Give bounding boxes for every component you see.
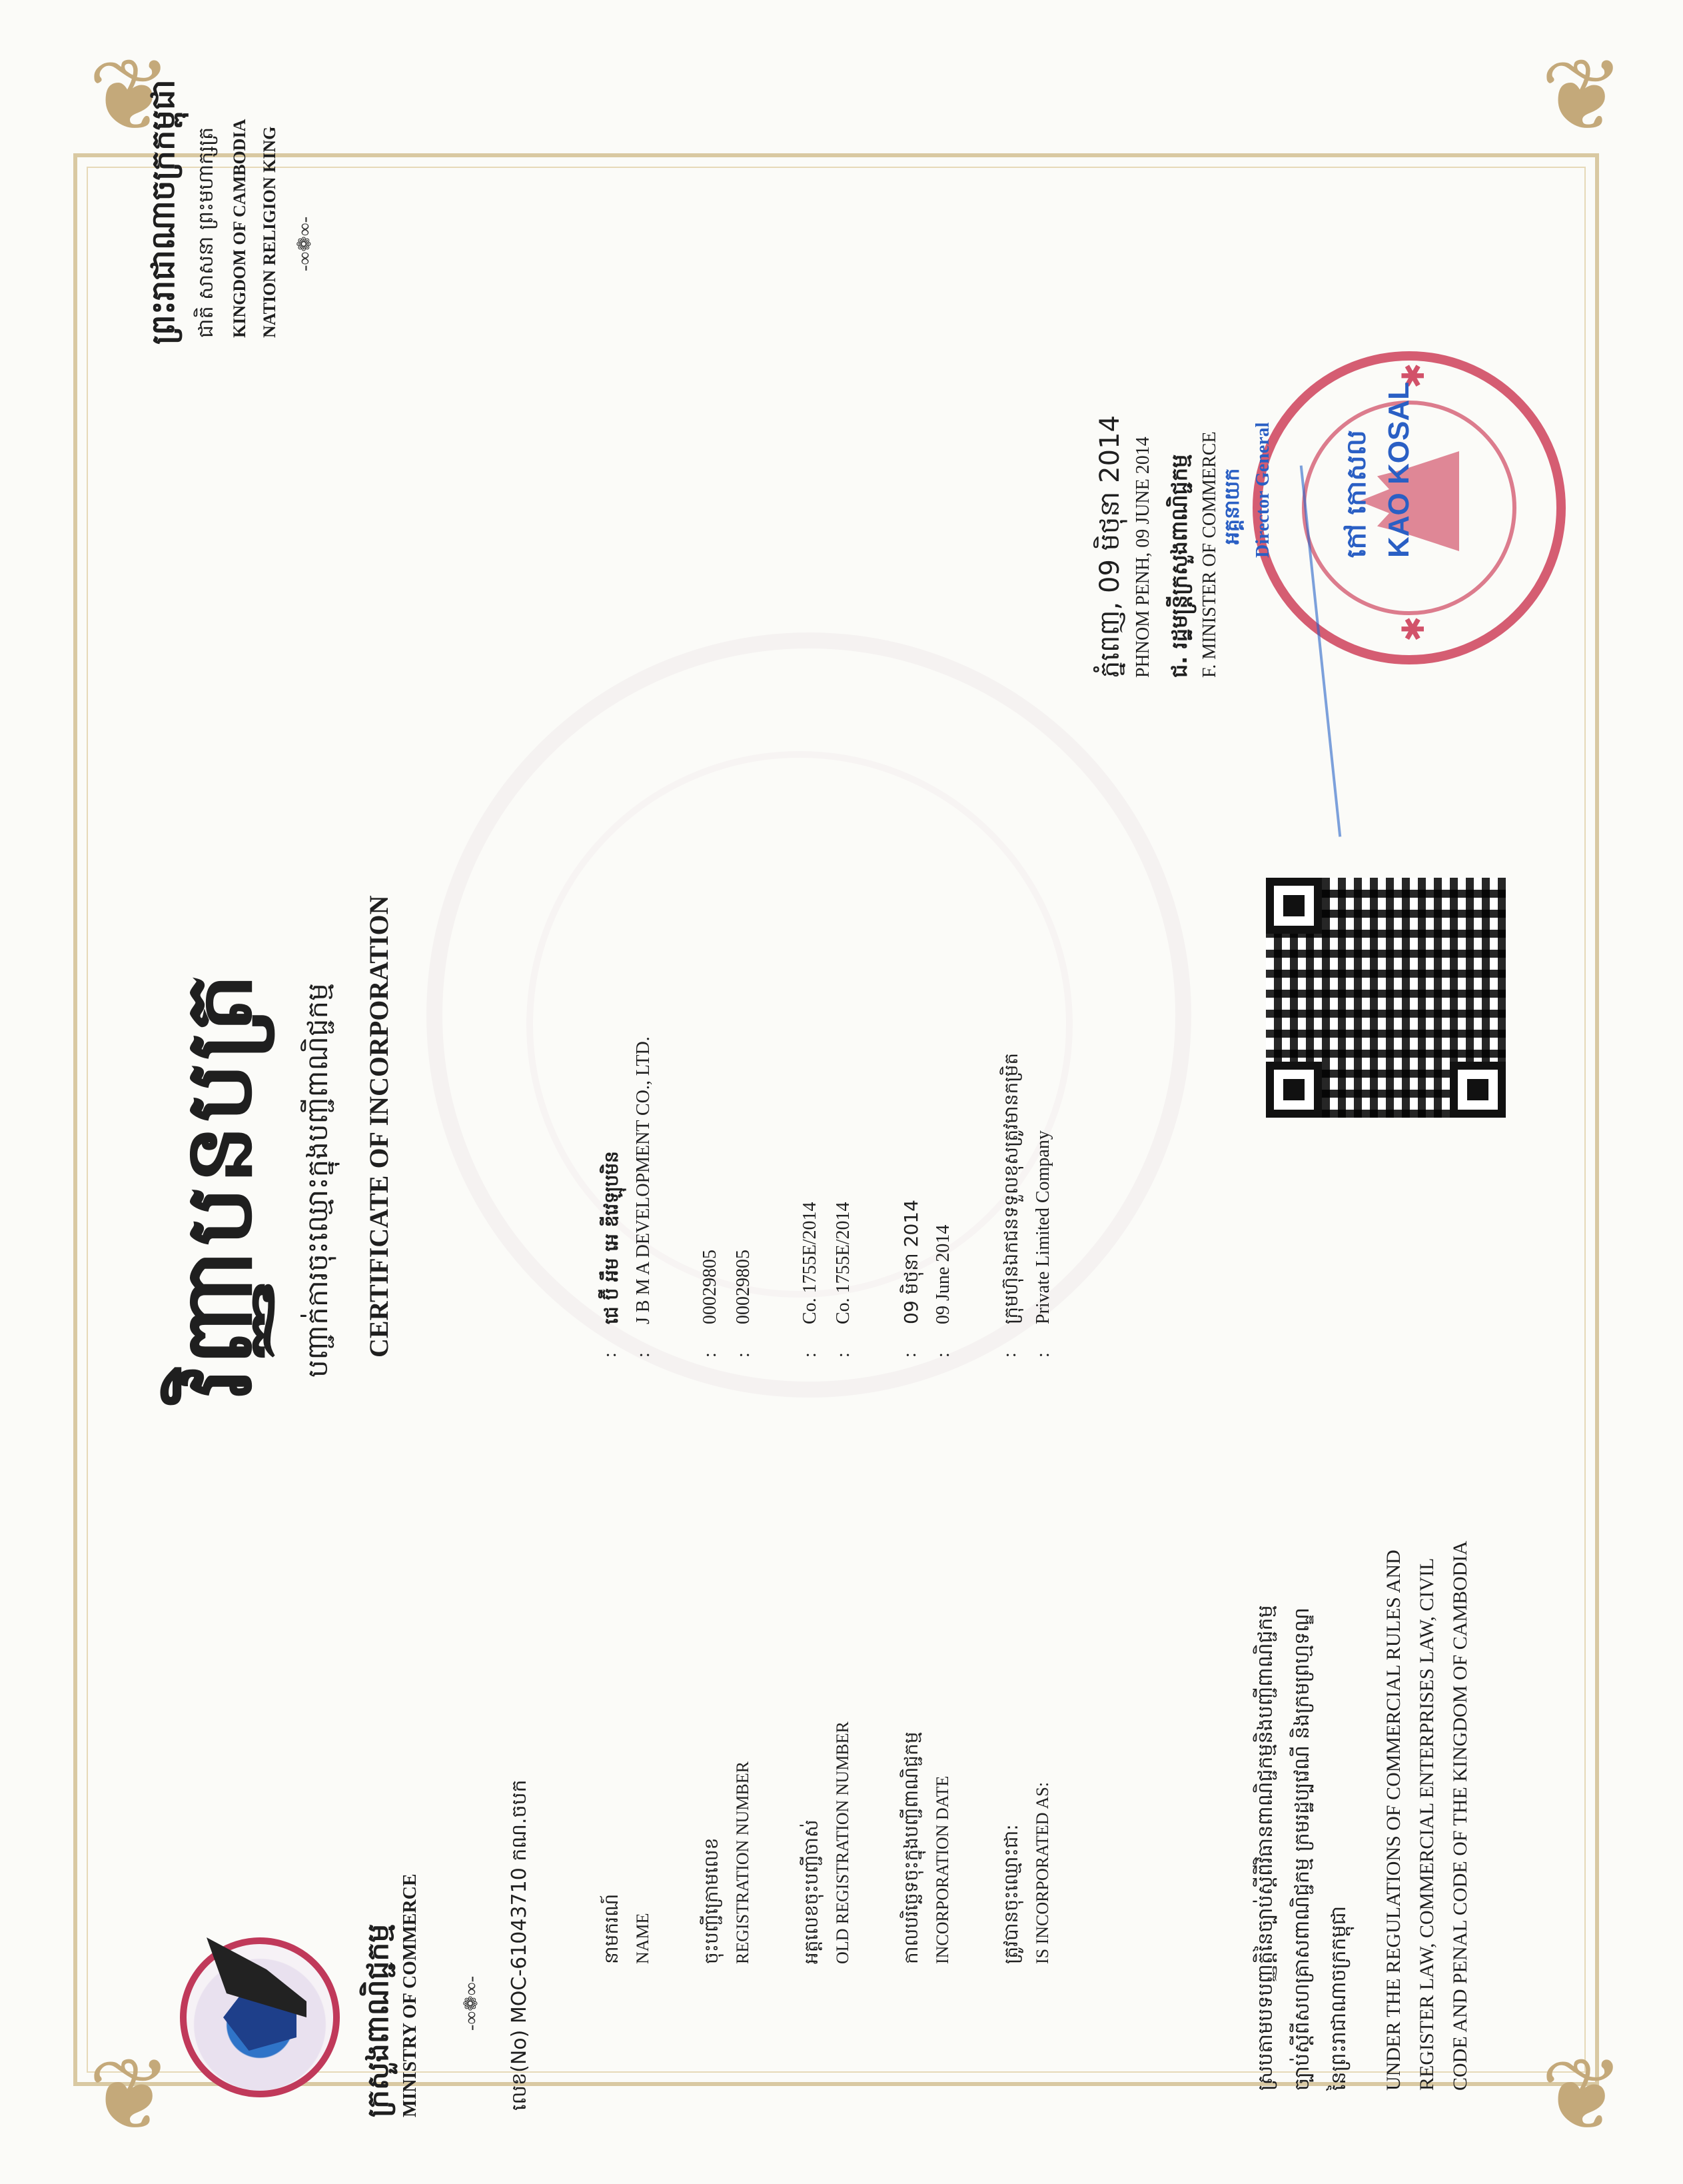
field-colon: : xyxy=(833,1352,853,1358)
field-colon: : xyxy=(700,1352,720,1358)
registration-number-en: 00029805 xyxy=(733,1250,754,1324)
ornament-left: -∞❁∞- xyxy=(461,1975,482,2031)
field-label-en: OLD REGISTRATION NUMBER xyxy=(833,1721,852,1964)
incorporation-date-en: 09 June 2014 xyxy=(933,1224,953,1324)
corner-ornament-icon: ❦ xyxy=(1540,41,1624,152)
field-colon: : xyxy=(733,1352,754,1358)
company-name-en: J B M A DEVELOPMENT CO., LTD. xyxy=(633,1036,654,1324)
field-label-en: IS INCORPORATED AS: xyxy=(1033,1781,1052,1964)
field-colon: : xyxy=(800,1352,820,1358)
field-label-en: NAME xyxy=(633,1913,652,1964)
legal-basis-en-line: UNDER THE REGULATIONS OF COMMERCIAL RULES AND xyxy=(1383,1550,1404,2091)
legal-basis-kh-line: ច្បាប់ស្តីពីសហគ្រាសពាណិជ្ជកម្ម ក្រមរដ្ឋប្បវេណី និងក្រមព្រហ្មទណ្ឌ xyxy=(1291,1608,1314,2091)
legal-basis-en-line: REGISTER LAW, COMMERCIAL ENTERPRISES LAW, CIVIL xyxy=(1416,1558,1438,2091)
legal-basis-kh-line: ស្របតាមបទបញ្ញត្តិនៃច្បាប់ស្តីពីវិធានពាណិជ្ជកម្មនិងបញ្ជីពាណិជ្ជកម្ម xyxy=(1254,1605,1277,2091)
ministry-seal-stamp: ✱ ✱ xyxy=(1253,351,1566,664)
ministry-name-en: MINISTRY OF COMMERCE xyxy=(400,1873,420,2117)
signatory-title-kh: ជ. រដ្ឋមន្ត្រីក្រសួងពាណិជ្ជកម្ម xyxy=(1167,454,1192,678)
company-type-kh: ក្រុមហ៊ុនឯកជនទទួលខុសត្រូវមានកម្រិត xyxy=(1000,1052,1022,1324)
nation-religion-king-kh: ជាតិ សាសនា ព្រះមហាក្សត្រ xyxy=(195,127,218,338)
signatory-name-en: KAO KOSAL xyxy=(1383,382,1415,558)
field-label-kh: កាលបរិច្ឆេទចុះក្នុងបញ្ជីពាណិជ្ជកម្ម xyxy=(900,1731,922,1964)
corner-ornament-icon: ❦ xyxy=(88,41,172,152)
field-label-en: REGISTRATION NUMBER xyxy=(733,1761,752,1964)
field-colon: : xyxy=(633,1352,654,1358)
signatory-name-kh: កៅ កោសល xyxy=(1341,430,1372,558)
legal-basis-en-line: CODE AND PENAL CODE OF THE KINGDOM OF CAMBODIA xyxy=(1449,1540,1471,2091)
field-colon: : xyxy=(933,1352,953,1358)
legal-basis-kh-line: នៃព្រះរាជាណាចក្រកម្ពុជា xyxy=(1327,1905,1351,2091)
field-colon: : xyxy=(999,1352,1020,1358)
signing-date-kh: ភ្នំពេញ, 09 មិថុនា 2014 xyxy=(1095,415,1125,678)
incorporation-date-kh: 09 មិថុនា 2014 xyxy=(900,1200,922,1324)
field-label-kh: នាមករណ៍ xyxy=(600,1893,622,1964)
corner-ornament-icon: ❦ xyxy=(88,2041,172,2151)
ministry-logo-icon xyxy=(180,1937,340,2097)
director-general-kh: អគ្គនាយក xyxy=(1221,468,1244,545)
ornament-right: -∞❁∞- xyxy=(294,216,315,271)
field-label-en: INCORPORATION DATE xyxy=(933,1775,952,1964)
field-label-kh: ត្រូវបានចុះឈ្មោះជា: xyxy=(1000,1824,1022,1964)
certificate-subtitle-kh: បញ្ជាក់ការចុះឈ្មោះក្នុងបញ្ជីពាណិជ្ជកម្ម xyxy=(301,983,334,1378)
old-registration-number-kh: Co. 1755E/2014 xyxy=(800,1202,820,1324)
company-type-en: Private Limited Company xyxy=(1033,1130,1053,1324)
old-registration-number-en: Co. 1755E/2014 xyxy=(833,1202,853,1324)
field-colon: : xyxy=(1033,1352,1053,1358)
field-label-kh: ចុះបញ្ជីក្រោមលេខ xyxy=(700,1837,722,1964)
certificate-title-en: CERTIFICATE OF INCORPORATION xyxy=(364,895,394,1358)
signing-date-en: PHNOM PENH, 09 JUNE 2014 xyxy=(1133,437,1153,678)
kingdom-name-en: KINGDOM OF CAMBODIA xyxy=(230,119,249,338)
company-name-kh: ជេ ប៊ី អឹម អេ ឌីវេឡុបមិន xyxy=(600,1151,622,1324)
kingdom-name-kh: ព្រះរាជាណាចក្រកម្ពុជា xyxy=(145,79,182,345)
director-general-en: Director General xyxy=(1253,422,1273,558)
nation-religion-king-en: NATION RELIGION KING xyxy=(260,126,279,338)
field-label-kh: អត្តលេខចុះបញ្ជីចាស់ xyxy=(800,1819,822,1964)
registration-number-kh: 00029805 xyxy=(700,1250,720,1324)
document-number: លេខ(No) MOC-61043710 កណ.ចបក xyxy=(508,1779,531,2111)
field-colon: : xyxy=(600,1352,620,1358)
certificate-title-kh: វិញ្ញាបនបត្រ xyxy=(165,970,273,1398)
ministry-name-kh: ក្រសួងពាណិជ្ជកម្ម xyxy=(361,1923,395,2117)
verification-qr-code[interactable] xyxy=(1266,878,1506,1118)
corner-ornament-icon: ❦ xyxy=(1540,2041,1624,2151)
signatory-title-en: F. MINISTER OF COMMERCE xyxy=(1199,431,1220,678)
field-colon: : xyxy=(899,1352,920,1358)
